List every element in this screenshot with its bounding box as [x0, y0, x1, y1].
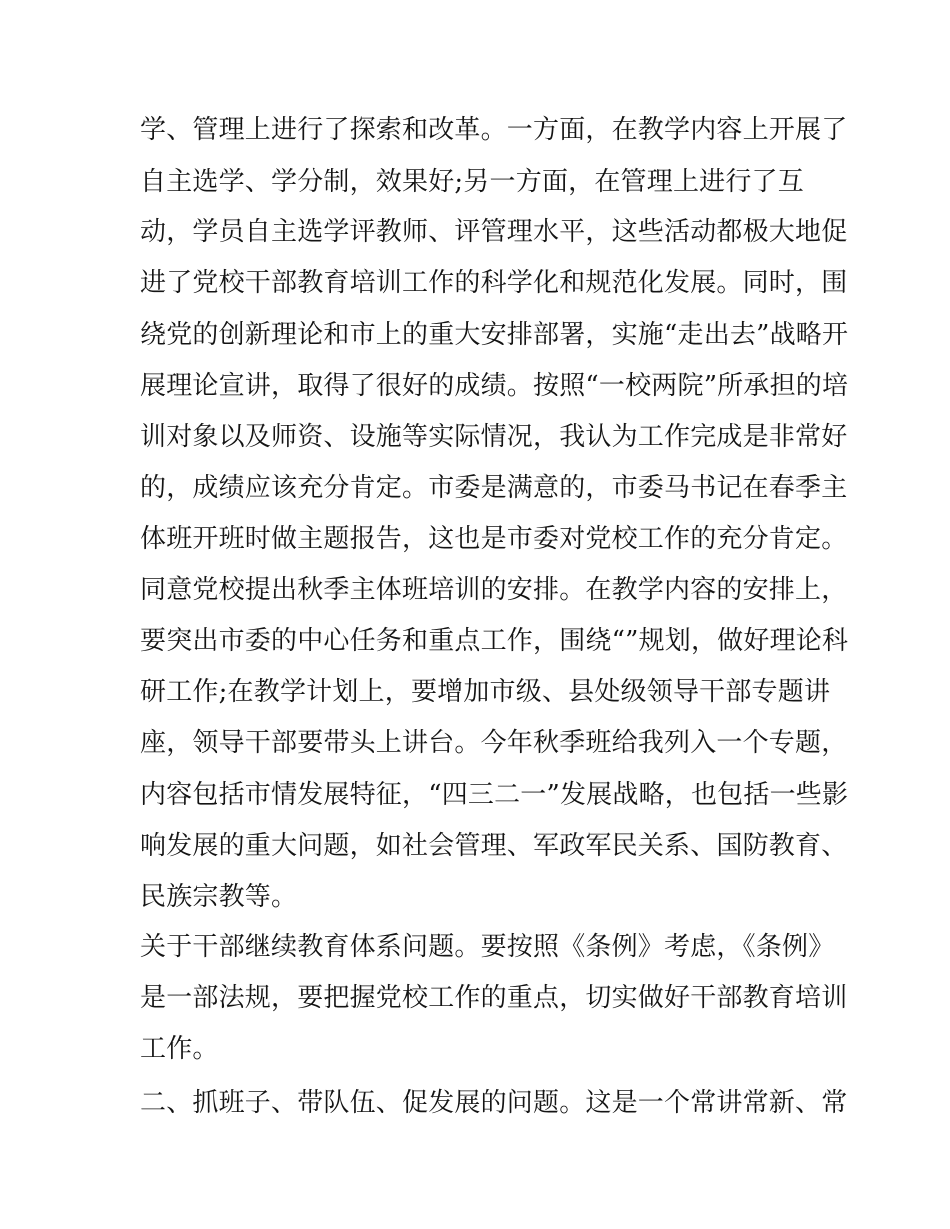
text-line: 研工作;在教学计划上，要增加市级、县处级领导干部专题讲	[140, 677, 831, 707]
text-line: 进了党校干部教育培训工作的科学化和规范化发展。同时，围	[140, 268, 848, 298]
text-line: 关于干部继续教育体系问题。要按照《条例》考虑，《条例》	[140, 932, 835, 962]
text-line: 同意党校提出秋季主体班培训的安排。在教学内容的安排上，	[140, 575, 848, 605]
text-line: 体班开班时做主题报告，这也是市委对党校工作的充分肯定。	[140, 524, 848, 554]
text-line: 的，成绩应该充分肯定。市委是满意的，市委马书记在春季主	[140, 473, 848, 503]
text-line: 民族宗教等。	[140, 882, 298, 912]
text-line: 内容包括市情发展特征，“四三二一”发展战略，也包括一些影	[140, 780, 849, 810]
text-line: 自主选学、学分制，效果好;另一方面，在管理上进行了互	[140, 167, 804, 197]
text-line: 是一部法规，要把握党校工作的重点，切实做好干部教育培训	[140, 983, 848, 1013]
text-line: 训对象以及师资、设施等实际情况，我认为工作完成是非常好	[140, 422, 848, 452]
text-line: 绕党的创新理论和市上的重大安排部署，实施“走出去”战略开	[140, 320, 849, 350]
text-line: 座，领导干部要带头上讲台。今年秋季班给我列入一个专题，	[140, 728, 848, 758]
text-line: 响发展的重大问题，如社会管理、军政军民关系、国防教育、	[140, 831, 848, 861]
text-line: 动，学员自主选学评教师、评管理水平，这些活动都极大地促	[140, 217, 848, 247]
text-line: 二、抓班子、带队伍、促发展的问题。这是一个常讲常新、常	[140, 1088, 848, 1118]
text-line: 要突出市委的中心任务和重点工作，围绕“”规划，做好理论科	[140, 626, 849, 656]
text-line: 工作。	[140, 1034, 219, 1064]
text-line: 学、管理上进行了探索和改革。一方面，在教学内容上开展了	[140, 115, 848, 145]
text-line: 展理论宣讲，取得了很好的成绩。按照“一校两院”所承担的培	[140, 371, 849, 401]
